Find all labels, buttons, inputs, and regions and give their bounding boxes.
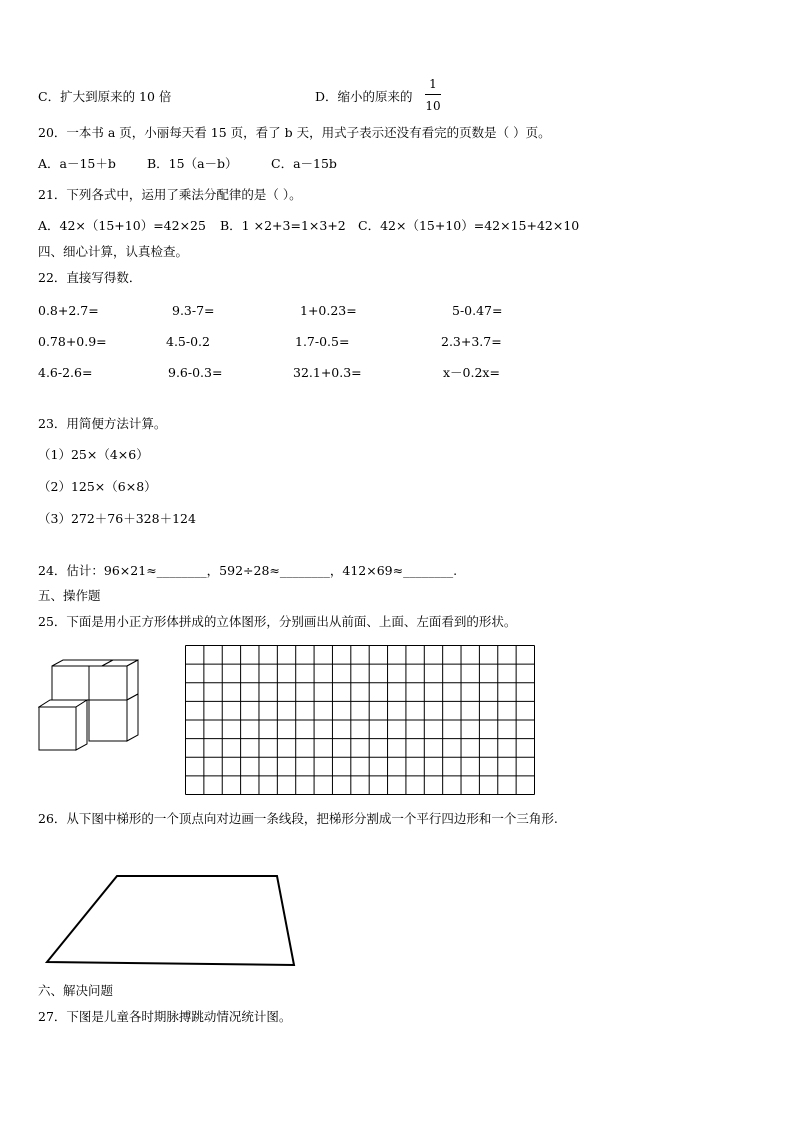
- cube-stack-figure: [38, 656, 148, 756]
- q19-option-d: D．缩小的原来的: [315, 89, 413, 104]
- q23-item: （1）25×（4×6）: [38, 447, 149, 462]
- fraction-denominator: 10: [425, 99, 441, 113]
- q23-stem: 23．用简便方法计算。: [38, 416, 167, 431]
- q25-stem: 25．下面是用小正方形体拼成的立体图形，分别画出从前面、上面、左面看到的形状。: [38, 614, 517, 629]
- calc-item: 4.6-2.6=: [38, 365, 93, 380]
- calc-item: 9.6-0.3=: [168, 365, 223, 380]
- drawing-grid[interactable]: [185, 645, 535, 795]
- section-heading-4: 四、细心计算，认真检查。: [38, 244, 189, 259]
- calc-item: x－0.2x=: [443, 365, 500, 380]
- q19-option-c: C．扩大到原来的 10 倍: [38, 89, 172, 104]
- calc-item: 1.7-0.5=: [295, 334, 350, 349]
- q21-option-c: C．42×（15+10）=42×15+42×10: [358, 218, 580, 233]
- section-heading-5: 五、操作题: [38, 588, 101, 603]
- q20-option-b: B．15（a－b）: [147, 156, 238, 171]
- q22-stem: 22．直接写得数．: [38, 270, 142, 285]
- q27-stem: 27．下图是儿童各时期脉搏跳动情况统计图。: [38, 1009, 292, 1024]
- q21-stem: 21．下列各式中，运用了乘法分配律的是（ ）。: [38, 187, 302, 202]
- fraction-numerator: 1: [429, 77, 437, 91]
- q24-stem: 24．估计：96×21≈________，592÷28≈________，412×69≈________.: [38, 563, 458, 578]
- calc-item: 9.3-7=: [172, 303, 215, 318]
- calc-item: 5-0.47=: [452, 303, 503, 318]
- q23-item: （2）125×（6×8）: [38, 479, 157, 494]
- q20-option-c: C．a－15b: [271, 156, 337, 171]
- section-heading-6: 六、解决问题: [38, 983, 114, 998]
- q26-stem: 26．从下图中梯形的一个顶点向对边画一条线段，把梯形分割成一个平行四边形和一个三角形.: [38, 811, 558, 826]
- calc-item: 2.3+3.7=: [441, 334, 502, 349]
- trapezoid-figure: [44, 873, 304, 973]
- calc-item: 0.78+0.9=: [38, 334, 107, 349]
- calc-item: 4.5-0.2: [166, 334, 210, 349]
- q23-item: （3）272＋76＋328＋124: [38, 511, 196, 526]
- q21-option-a: A．42×（15+10）=42×25: [38, 218, 206, 233]
- fraction-bar: [425, 94, 441, 95]
- q20-stem: 20．一本书 a 页，小丽每天看 15 页，看了 b 天，用式子表示还没有看完的页数是（ ）页。: [38, 125, 551, 140]
- calc-item: 32.1+0.3=: [293, 365, 362, 380]
- q20-option-a: A．a－15＋b: [38, 156, 116, 171]
- calc-item: 1+0.23=: [300, 303, 357, 318]
- calc-item: 0.8+2.7=: [38, 303, 99, 318]
- q21-option-b: B．1 ×2+3=1×3+2: [220, 218, 346, 233]
